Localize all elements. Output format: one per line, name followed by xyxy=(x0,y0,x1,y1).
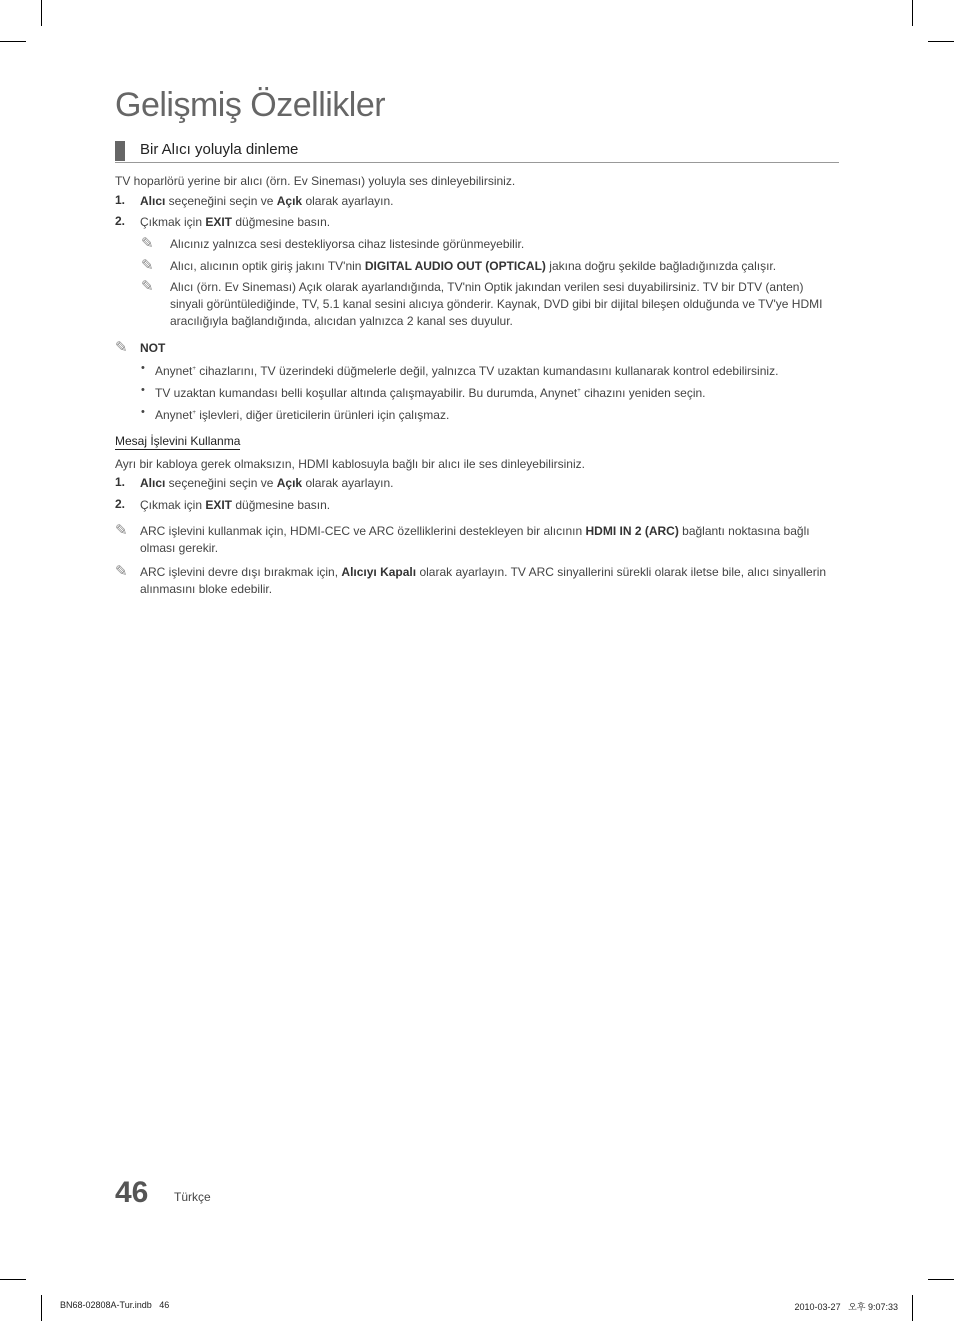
step-text: Alıcı seçeneğini seçin ve Açık olarak ayarlayın. xyxy=(140,476,394,490)
crop-mark xyxy=(41,1295,42,1321)
bullet-icon: • xyxy=(141,384,145,396)
note-pencil-icon: ✎ xyxy=(115,522,128,539)
bullet-icon: • xyxy=(141,362,145,374)
language-label: Türkçe xyxy=(174,1190,211,1204)
crop-mark xyxy=(928,1279,954,1280)
step-number: 2. xyxy=(115,497,126,511)
note-text: Alıcınız yalnızca sesi destekliyorsa cihaz listesinde görünmeyebilir. xyxy=(170,237,525,251)
note-pencil-icon: ✎ xyxy=(115,339,128,356)
step-text: Çıkmak için EXIT düğmesine basın. xyxy=(140,215,331,229)
not-label: NOT xyxy=(140,341,166,355)
note-text: Alıcı (örn. Ev Sineması) Açık olarak ayarlandığında, TV'nin Optik jakından verilen sesi duyabilirsiniz. TV bir DTV (anten) sinyali görüntülediğinde, TV, 5.1 kanal sesini alıcıya gönderir. Kaynak, DVD gibi bir dijital bileşen olduğunda ve TV'ye HDMI aracılığıyla bağlandığında, alıcıdan yalnızca 2 kanal ses duyulur. xyxy=(170,280,823,328)
intro-text: Ayrı bir kabloya gerek olmaksızın, HDMI kablosuyla bağlı bir alıcı ile ses dinleyebilirsiniz. xyxy=(115,457,585,471)
section-bar xyxy=(115,141,125,161)
page-title: Gelişmiş Özellikler xyxy=(115,86,386,124)
section-title: Bir Alıcı yoluyla dinleme xyxy=(140,141,299,158)
section-header xyxy=(115,140,839,163)
step-text: Alıcı seçeneğini seçin ve Açık olarak ayarlayın. xyxy=(140,194,394,208)
page-number: 46 xyxy=(115,1176,149,1209)
note-text: ARC işlevini kullanmak için, HDMI-CEC ve ARC özelliklerini destekleyen bir alıcının HDMI IN 2 (ARC) bağlantı noktasına bağlı olması gerekir. xyxy=(140,524,810,555)
crop-mark xyxy=(912,1295,913,1321)
crop-mark xyxy=(928,41,954,42)
crop-mark xyxy=(0,41,26,42)
crop-mark xyxy=(0,1279,26,1280)
step-number: 1. xyxy=(115,475,126,489)
footer-file-info: BN68-02808A-Tur.indb 46 xyxy=(60,1300,170,1310)
step-text: Çıkmak için EXIT düğmesine basın. xyxy=(140,498,331,512)
crop-mark xyxy=(912,0,913,26)
bullet-text: TV uzaktan kumandası belli koşullar altında çalışmayabilir. Bu durumda, Anynet+ cihazını yeniden seçin. xyxy=(155,386,706,400)
note-pencil-icon: ✎ xyxy=(141,257,154,274)
note-text: Alıcı, alıcının optik giriş jakını TV'nin DIGITAL AUDIO OUT (OPTICAL) jakına doğru şekilde bağladığınızda çalışır. xyxy=(170,259,777,273)
intro-text: TV hoparlörü yerine bir alıcı (örn. Ev Sineması) yoluyla ses dinleyebilirsiniz. xyxy=(115,174,516,188)
crop-mark xyxy=(41,0,42,26)
bullet-text: Anynet+ cihazlarını, TV üzerindeki düğmelerle değil, yalnızca TV uzaktan kumandasını kullanarak kontrol edebilirsiniz. xyxy=(155,364,779,378)
bullet-text: Anynet+ işlevleri, diğer üreticilerin ürünleri için çalışmaz. xyxy=(155,408,450,422)
note-text: ARC işlevini devre dışı bırakmak için, Alıcıyı Kapalı olarak ayarlayın. TV ARC sinyallerini sürekli olarak iletse bile, alıcı sinyallerin alınmasını bloke edebilir. xyxy=(140,565,827,596)
subheading: Mesaj İşlevini Kullanma xyxy=(115,434,241,448)
footer-timestamp: 2010-03-27 오후 9:07:33 xyxy=(794,1302,898,1312)
step-number: 1. xyxy=(115,193,126,207)
note-pencil-icon: ✎ xyxy=(141,278,154,295)
note-pencil-icon: ✎ xyxy=(115,563,128,580)
note-pencil-icon: ✎ xyxy=(141,235,154,252)
bullet-icon: • xyxy=(141,406,145,418)
step-number: 2. xyxy=(115,214,126,228)
